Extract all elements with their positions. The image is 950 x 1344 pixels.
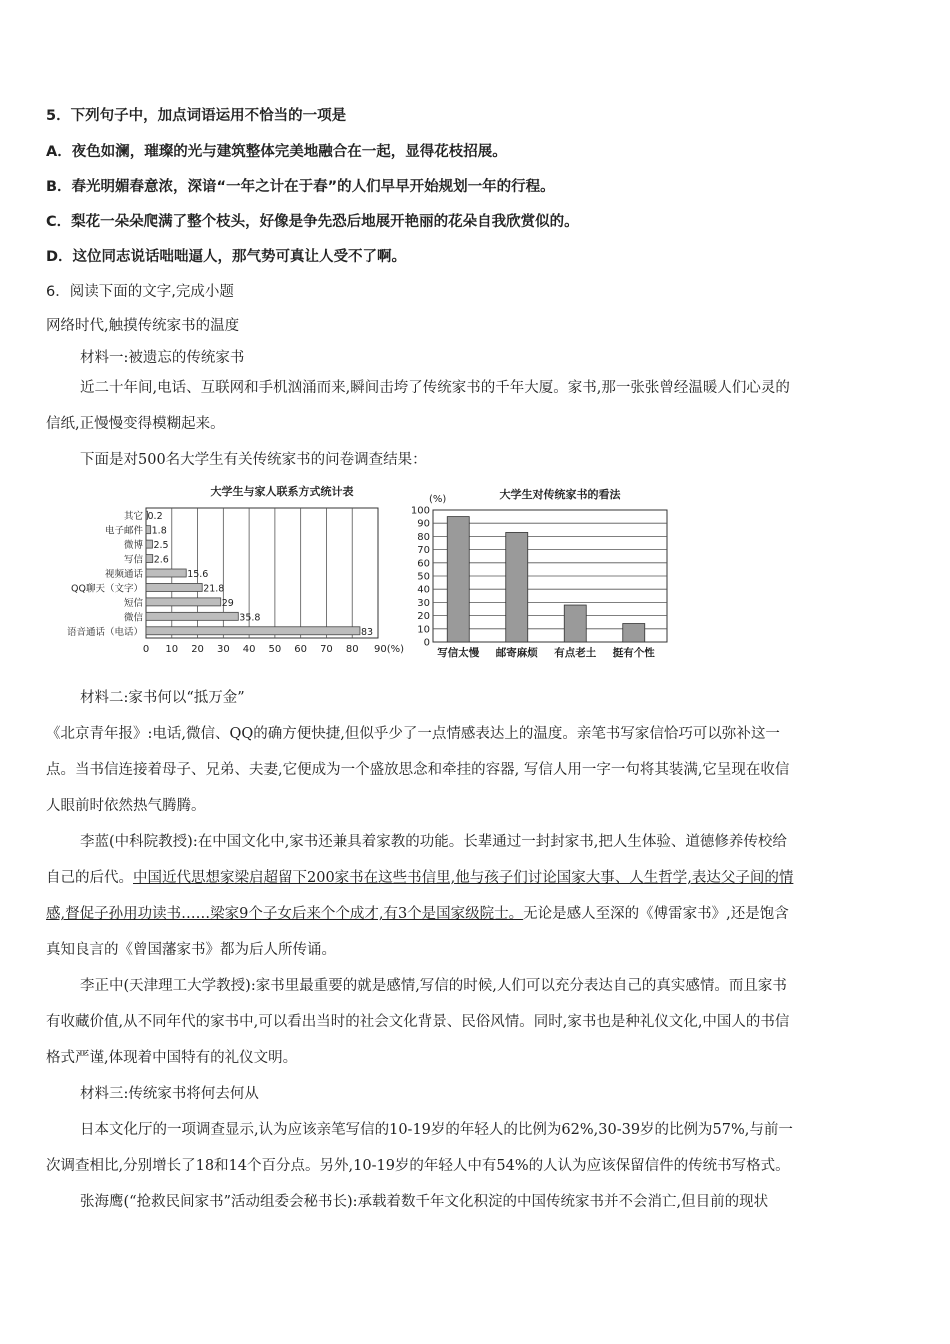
chart2-category-label: 挺有个性	[612, 647, 655, 659]
chart1-xtick-label: 10	[165, 644, 179, 655]
chart2-ytick-label: 50	[417, 571, 430, 583]
underlined-sentence-part2: 感,督促子孙用功读书……梁家9个子女后来个个成才,有3个是国家级院士。	[46, 906, 524, 922]
m2-p1-line2: 点。当书信连接着母子、兄弟、夫妻,它便成为一个盛放思念和牵挂的容器, 写信人用一字一句将其装满,它呈现在收信	[46, 762, 790, 778]
chart2-ytick-label: 10	[417, 624, 430, 636]
chart2-category-label: 写信太慢	[437, 647, 480, 659]
m1-p1-line2: 信纸,正慢慢变得模糊起来。	[46, 416, 225, 432]
chart1-value-label: 1.8	[151, 525, 167, 537]
m2-p3-line2: 有收藏价值,从不同年代的家书中,可以看出当时的社会文化背景、民俗风情。同时,家书也是种礼仪文化,中国人的书信	[46, 1014, 790, 1030]
chart1-category-label: QQ聊天（文字）	[71, 583, 143, 595]
chart1-xtick-label: 20	[191, 644, 204, 655]
chart2-ytick-label: 100	[410, 505, 430, 517]
material-1-heading: 材料一:被遗忘的传统家书	[80, 350, 245, 366]
chart1-value-label: 0.2	[147, 511, 163, 523]
chart1-category-label: 微博	[123, 540, 143, 552]
chart2-ytick-label: 40	[417, 584, 430, 596]
chart1-xtick-label: 80	[345, 644, 359, 655]
chart1-bar	[146, 612, 238, 620]
m2-p3-line3: 格式严谨,体现着中国特有的礼仪文明。	[46, 1050, 298, 1066]
chart2-ytick-label: 0	[423, 637, 430, 649]
chart1-xtick-label: 50	[268, 644, 282, 655]
chart1-xtick-label: 0	[142, 644, 150, 655]
chart1-xtick-label: 30	[216, 644, 230, 655]
chart1-bar	[146, 555, 153, 563]
chart2-bar	[506, 532, 528, 642]
q6-stem: 6．阅读下面的文字,完成小题	[46, 284, 234, 300]
q5-option-d: D．这位同志说话咄咄逼人，那气势可真让人受不了啊。	[46, 249, 407, 265]
chart1-bar	[146, 627, 360, 635]
chart1-category-label: 电子邮件	[104, 525, 143, 537]
m2-p3-line1: 李正中(天津理工大学教授):家书里最重要的就是感情,写信的时候,人们可以充分表达自己的真实感情。而且家书	[80, 978, 787, 994]
chart1-category-label: 其它	[123, 511, 143, 523]
chart1-xtick-label: 70	[320, 644, 333, 655]
chart1-value-label: 2.6	[153, 554, 169, 566]
material-3-heading: 材料三:传统家书将何去何从	[80, 1086, 259, 1102]
m3-p2-line1: 张海鹰(“抢救民间家书”活动组委会秘书长):承载着数千年文化积淀的中国传统家书并不会消亡,但目前的现状	[80, 1194, 769, 1210]
m2-p2-line3	[46, 896, 789, 932]
chart1-value-label: 35.8	[239, 612, 261, 624]
chart2-bar	[564, 605, 586, 642]
chart1-value-label: 15.6	[187, 569, 209, 580]
opinion-chart	[395, 478, 685, 663]
chart1-xtick-label: 90(%)	[374, 644, 405, 655]
chart1-category-label: 写信	[123, 554, 143, 566]
q5-option-b: B．春光明媚春意浓，深谙“一年之计在于春”的人们早早开始规划一年的行程。	[46, 179, 555, 195]
m2-p2-line2-lead: 自己的后代。	[46, 870, 133, 886]
chart2-ylabel: (%)	[429, 494, 447, 505]
chart1-value-label: 2.5	[153, 540, 169, 552]
chart2-ytick-label: 80	[417, 531, 430, 543]
chart2-category-label: 有点老土	[554, 647, 597, 659]
m1-p1-line1: 近二十年间,电话、互联网和手机汹涌而来,瞬间击垮了传统家书的千年大厦。家书,那一张张曾经温暖人们心灵的	[80, 380, 790, 396]
m2-p1-line1: 《北京青年报》:电话,微信、QQ的确方便快捷,但似乎少了一点情感表达上的温度。亲笔书写家信恰巧可以弥补这一	[46, 726, 780, 742]
chart1-category-label: 微信	[123, 612, 143, 624]
underlined-sentence-part1: 中国近代思想家梁启超留下200家书在这些书信里,他与孩子们讨论国家大事、人生哲学,表达父子间的情	[133, 870, 794, 886]
q5-stem: 5．下列句子中，加点词语运用不恰当的一项是	[46, 108, 347, 124]
chart1-bar	[146, 598, 221, 606]
m2-p1-line3: 人眼前时依然热气腾腾。	[46, 798, 206, 814]
chart2-bar	[623, 624, 645, 642]
chart1-xtick-label: 60	[294, 644, 308, 655]
chart2-ytick-label: 90	[417, 518, 430, 530]
q5-option-a: A．夜色如澜，璀璨的光与建筑整体完美地融合在一起，显得花枝招展。	[46, 144, 507, 160]
q5-option-c: C．梨花一朵朵爬满了整个枝头，好像是争先恐后地展开艳丽的花朵自我欣赏似的。	[46, 214, 579, 230]
m3-p1-line1: 日本文化厅的一项调查显示,认为应该亲笔写信的10-19岁的年轻人的比例为62%,30-39岁的比例为57%,与前一	[80, 1122, 793, 1138]
m2-p2-line3-tail: 无论是感人至深的《傅雷家书》,还是饱含	[523, 906, 789, 922]
chart2-ytick-label: 20	[417, 611, 430, 623]
chart1-value-label: 21.8	[203, 583, 225, 595]
chart2-ytick-label: 60	[417, 558, 430, 570]
chart1-title: 大学生与家人联系方式统计表	[210, 485, 354, 498]
chart2-title: 大学生对传统家书的看法	[499, 488, 621, 501]
chart1-bar	[146, 540, 152, 548]
material-2-heading: 材料二:家书何以“抵万金”	[80, 690, 245, 706]
chart1-bar	[146, 583, 202, 591]
chart1-bar	[146, 569, 186, 577]
chart1-category-label: 短信	[123, 597, 143, 609]
passage-title: 网络时代,触摸传统家书的温度	[46, 318, 240, 334]
chart2-category-label: 邮寄麻烦	[495, 647, 538, 659]
survey-intro: 下面是对500名大学生有关传统家书的问卷调查结果：	[80, 452, 427, 468]
m2-p2-line4: 真知良言的《曾国藩家书》都为后人所传诵。	[46, 942, 336, 958]
m2-p2-line1: 李蓝(中科院教授):在中国文化中,家书还兼具着家教的功能。长辈通过一封封家书,把人生体验、道德修养传校给	[80, 834, 787, 850]
chart1-xtick-label: 40	[242, 644, 256, 655]
chart1-value-label: 83	[360, 626, 374, 638]
chart1-bar	[146, 526, 151, 534]
m2-p2-line2	[46, 860, 793, 896]
chart1-category-label: 视频通话	[104, 569, 143, 580]
chart2-bar	[447, 517, 469, 642]
chart2-ytick-label: 30	[417, 597, 430, 609]
chart1-category-label: 语音通话（电话）	[66, 626, 143, 638]
chart1-value-label: 29	[221, 597, 234, 609]
contact-methods-chart	[60, 478, 420, 663]
chart2-ytick-label: 70	[417, 545, 430, 557]
m3-p1-line2: 次调查相比,分别增长了18和14个百分点。另外,10-19岁的年轻人中有54%的人认为应该保留信件的传统书写格式。	[46, 1158, 790, 1174]
